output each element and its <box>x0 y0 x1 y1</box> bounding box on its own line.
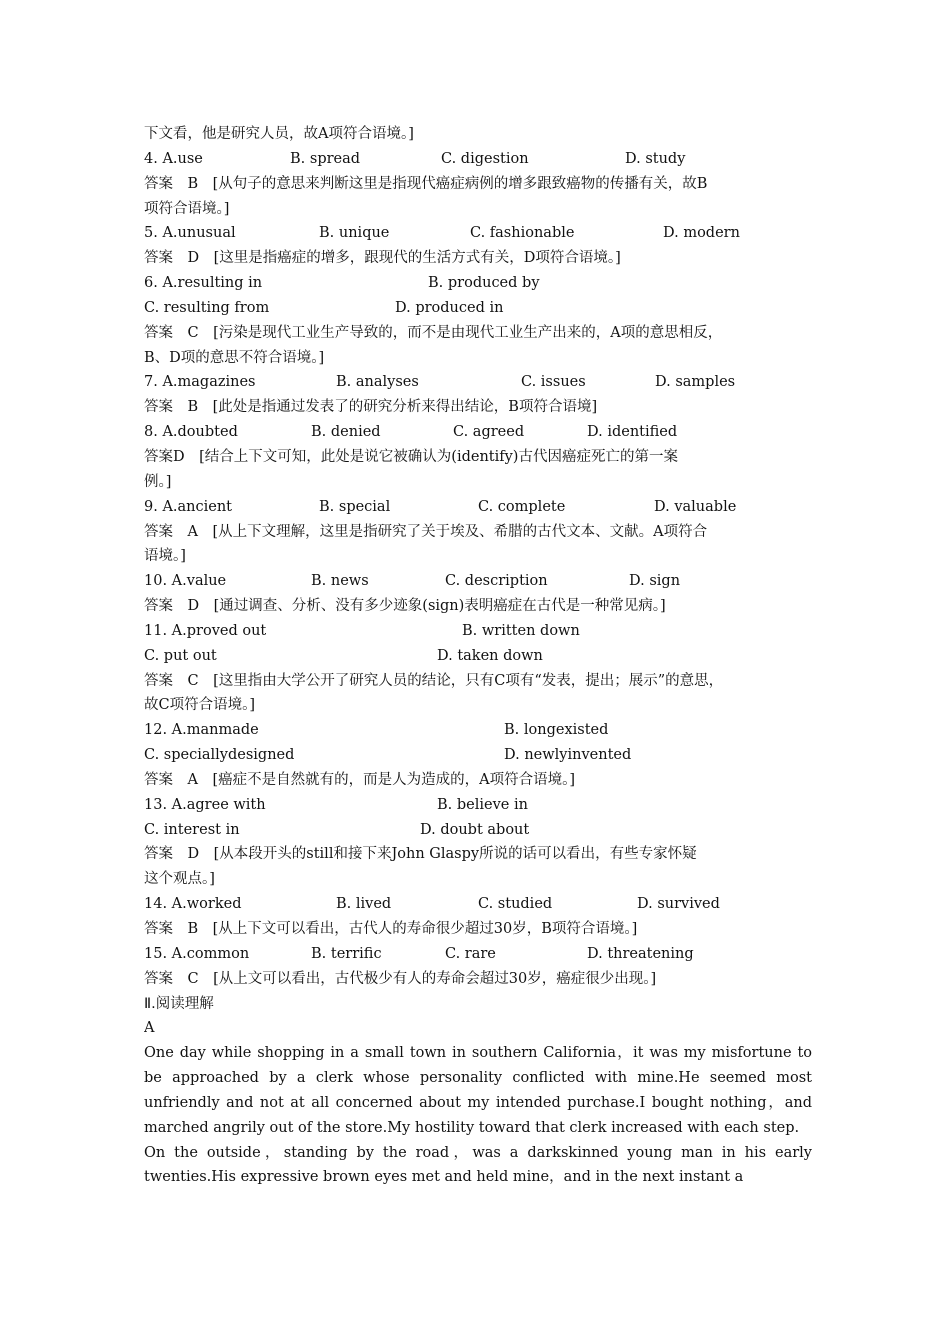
question-5-options <box>144 221 812 246</box>
option-a: 13. A.agree with <box>144 796 266 813</box>
answer-9: 答案 A [从上下文理解，这里是指研究了关于埃及、希腊的古代文本、文献。A项符合 <box>144 523 708 540</box>
option-c: C. complete <box>478 498 566 515</box>
answer-11-cont: 故C项符合语境。] <box>144 697 256 714</box>
question-9-options <box>144 495 812 520</box>
passage-label: A <box>144 1020 155 1037</box>
question-6-options-1 <box>144 271 812 296</box>
answer-4: 答案 B [从句子的意思来判断这里是指现代癌症病例的增多跟致癌物的传播有关，故B <box>144 175 708 192</box>
option-d: D. produced in <box>395 299 504 316</box>
option-a: 10. A.value <box>144 573 227 590</box>
option-a: 4. A.use <box>144 150 203 167</box>
answer-11: 答案 C [这里指由大学公开了研究人员的结论，只有C项有“发表，提出；展示”的意思， <box>144 672 724 689</box>
question-12-options-2 <box>144 743 812 768</box>
option-b: B. denied <box>311 424 381 441</box>
question-10-options <box>144 569 812 594</box>
option-c: C. fashionable <box>470 225 575 242</box>
passage-paragraph-2: On the outside，standing by the road，was a darkskinned young man in his early twenties.His expressive brown eyes met and held mine，and in the next instant a <box>144 1144 812 1186</box>
option-d: D. valuable <box>654 498 737 515</box>
option-a: 14. A.worked <box>144 896 242 913</box>
question-4-options <box>144 147 812 172</box>
option-b: B. news <box>311 573 369 590</box>
question-11-options-1 <box>144 619 812 644</box>
option-d: D. sign <box>629 573 681 590</box>
option-c: C. speciallydesigned <box>144 747 295 764</box>
question-15-options <box>144 942 812 967</box>
option-d: D. study <box>625 150 686 167</box>
option-b: B. believe in <box>437 796 528 813</box>
answer-8-cont: 例。] <box>144 473 172 490</box>
option-b: B. unique <box>319 225 390 242</box>
option-a: 6. A.resulting in <box>144 275 263 292</box>
answer-14: 答案 B [从上下文可以看出，古代人的寿命很少超过30岁，B项符合语境。] <box>144 921 638 937</box>
option-b: B. written down <box>462 622 580 639</box>
option-c: C. studied <box>478 896 553 913</box>
option-b: B. terrific <box>311 945 382 962</box>
option-d: D. identified <box>587 424 678 441</box>
option-b: B. longexisted <box>504 722 609 739</box>
question-7-options <box>144 370 812 395</box>
option-d: D. modern <box>663 225 740 242</box>
answer-6-cont: B、D项的意思不符合语境。] <box>144 349 325 366</box>
option-b: B. produced by <box>428 275 540 292</box>
answer-8: 答案D [结合上下文可知，此处是说它被确认为(identify)古代因癌症死亡的第一案 <box>144 448 678 465</box>
option-a: 8. A.doubted <box>144 424 238 441</box>
section-title: Ⅱ.阅读理解 <box>144 995 214 1012</box>
question-6-options-2 <box>144 296 812 321</box>
option-c: C. issues <box>521 374 586 391</box>
answer-4-cont: 项符合语境。] <box>144 200 230 217</box>
question-13-options-2 <box>144 818 812 843</box>
option-b: B. special <box>319 498 391 515</box>
option-b: B. lived <box>336 896 392 913</box>
option-c: C. description <box>445 573 548 590</box>
option-d: D. survived <box>637 896 720 913</box>
option-a: 9. A.ancient <box>144 498 233 515</box>
answer-5: 答案 D [这里是指癌症的增多，跟现代的生活方式有关，D项符合语境。] <box>144 250 621 267</box>
question-11-options-2 <box>144 644 812 669</box>
option-c: C. rare <box>445 945 496 962</box>
option-c: C. resulting from <box>144 299 270 316</box>
option-c: C. put out <box>144 647 217 664</box>
answer-15: 答案 C [从上文可以看出，古代极少有人的寿命会超过30岁，癌症很少出现。] <box>144 970 657 987</box>
option-d: D. newlyinvented <box>504 747 632 764</box>
answer-10: 答案 D [通过调查、分析、没有多少迹象(sign)表明癌症在古代是一种常见病。] <box>144 598 666 615</box>
question-8-options <box>144 420 812 445</box>
option-c: C. interest in <box>144 821 240 838</box>
option-d: D. doubt about <box>420 821 530 838</box>
answer-12: 答案 A [癌症不是自然就有的，而是人为造成的，A项符合语境。] <box>144 771 576 788</box>
option-d: D. samples <box>655 374 736 391</box>
answer-13-cont: 这个观点。] <box>144 871 215 888</box>
option-a: 11. A.proved out <box>144 622 267 639</box>
question-12-options-1 <box>144 718 812 743</box>
answer-7: 答案 B [此处是指通过发表了的研究分析来得出结论，B项符合语境] <box>144 399 598 416</box>
answer-9-cont: 语境。] <box>144 548 186 565</box>
option-b: B. spread <box>290 150 361 167</box>
answer-13: 答案 D [从本段开头的still和接下来John Glaspy所说的话可以看出，有些专家怀疑 <box>144 846 697 863</box>
text-line: 下文看，他是研究人员，故A项符合语境。] <box>144 126 414 142</box>
option-a: 15. A.common <box>144 945 250 962</box>
answer-6: 答案 C [污染是现代工业生产导致的，而不是由现代工业生产出来的，A项的意思相反， <box>144 324 723 341</box>
option-c: C. agreed <box>453 424 525 441</box>
option-a: 5. A.unusual <box>144 225 236 242</box>
document-body <box>144 122 812 1190</box>
option-c: C. digestion <box>441 150 529 167</box>
option-d: D. taken down <box>437 647 543 664</box>
option-a: 12. A.manmade <box>144 722 259 739</box>
option-d: D. threatening <box>587 945 694 962</box>
question-13-options-1 <box>144 793 812 818</box>
option-b: B. analyses <box>336 374 419 391</box>
question-14-options <box>144 892 812 917</box>
passage-paragraph-1: One day while shopping in a small town in southern California，it was my misfortune to be approached by a clerk whose personality conflicted with mine.He seemed most unfriendly and not at all concerned about my intended purchase.I bought nothing，and marched angrily out of the store.My hostility toward that clerk increased with each step. <box>144 1045 812 1136</box>
option-a: 7. A.magazines <box>144 374 256 391</box>
